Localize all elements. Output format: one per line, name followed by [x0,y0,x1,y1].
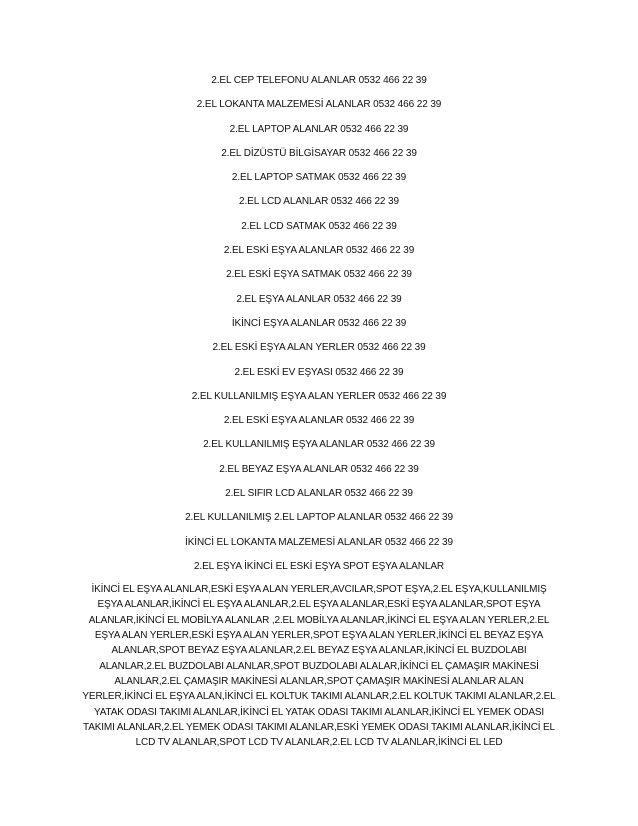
text-line: 2.EL ESKİ EŞYA ALANLAR 0532 466 22 39 [223,245,415,257]
text-line: 2.EL ESKİ EŞYA SATMAK 0532 466 22 39 [226,269,412,281]
text-line: 2.EL LAPTOP ALANLAR 0532 466 22 39 [229,123,409,135]
keyword-paragraph: İKİNCİ EL EŞYA ALANLAR,ESKİ EŞYA ALAN YERLER,AVCILAR,SPOT EŞYA,2.EL EŞYA,KULLANILMIŞ EŞYA ALANLAR,İKİNCİ EL EŞYA ALANLAR,2.EL EŞYA ALANLAR,ESKİ EŞYA ALANLAR,SPOT EŞYA ALANLAR,İKİNCİ EL MOBİLYA ALANLAR ,2.EL MOBİLYA ALANLAR,İKİNCİ EL EŞYA ALAN YERLER,2.EL EŞYA ALAN YERLER,ESKİ EŞYA ALAN YERLER,SPOT EŞYA ALAN YERLER,İKİNCİ EL BEYAZ EŞYA ALANLAR,SPOT BEYAZ EŞYA ALANLAR,2.EL BEYAZ EŞYA ALANLAR,İKİNCİ EL BUZDOLABI ALANLAR,2.EL BUZDOLABI ALANLAR,SPOT BUZDOLABI ALALAR,İKİNCİ EL ÇAMAŞIR MAKİNESİ ALANLAR,2.EL ÇAMAŞIR MAKİNESİ ALANLAR,SPOT ÇAMAŞIR MAKİNESİ ALANLAR ALAN YERLER,İKİNCİ EL EŞYA ALAN,İKİNCİ EL KOLTUK TAKIMI ALANLAR,2.EL KOLTUK TAKIMI ALANLAR,2.EL YATAK ODASI TAKIMI ALANLAR,İKİNCİ EL YATAK ODASI TAKIMI ALANLAR,İKİNCİ EL YEMEK ODASI TAKIMI ALANLAR,2.EL YEMEK ODASI TAKIMI ALANLAR,ESKİ YEMEK ODASI TAKIMI ALANLAR,İKİNCİ EL LCD TV ALANLAR,SPOT LCD TV ALANLAR,2.EL LCD TV ALANLAR,İKİNCİ EL LED [82,584,556,749]
text-line: 2.EL CEP TELEFONU ALANLAR 0532 466 22 39 [211,75,427,86]
text-line: 2.EL EŞYA İKİNCİ EL ESKİ EŞYA SPOT EŞYA ALANLAR [193,560,445,572]
text-line: 2.EL ESKİ EŞYA ALANLAR 0532 466 22 39 [223,415,415,427]
text-line: 2.EL ESKİ EŞYA ALAN YERLER 0532 466 22 39 [212,342,426,354]
text-line: 2.EL EŞYA ALANLAR 0532 466 22 39 [236,293,402,305]
heading-lines [0,73,638,583]
text-line: 2.EL KULLANILMIŞ EŞYA ALANLAR 0532 466 22 39 [203,439,435,451]
text-line: 2.EL KULLANILMIŞ 2.EL LAPTOP ALANLAR 0532 466 22 39 [185,512,453,524]
text-line: 2.EL SIFIR LCD ALANLAR 0532 466 22 39 [225,488,413,500]
text-line: 2.EL LCD ALANLAR 0532 466 22 39 [239,196,399,208]
text-line: İKİNCİ EL LOKANTA MALZEMESİ ALANLAR 0532 466 22 39 [185,536,453,548]
text-line: 2.EL DİZÜSTÜ BİLGİSAYAR 0532 466 22 39 [221,147,417,159]
text-line: 2.EL BEYAZ EŞYA ALANLAR 0532 466 22 39 [219,463,419,475]
text-line: 2.EL LOKANTA MALZEMESİ ALANLAR 0532 466 22 39 [196,99,442,111]
text-line: İKİNCİ EŞYA ALANLAR 0532 466 22 39 [231,317,407,329]
text-line: 2.EL LCD SATMAK 0532 466 22 39 [241,220,397,232]
text-line: 2.EL KULLANILMIŞ EŞYA ALAN YERLER 0532 466 22 39 [191,390,447,402]
text-line: 2.EL ESKİ EV EŞYASI 0532 466 22 39 [234,366,404,378]
text-line: 2.EL LAPTOP SATMAK 0532 466 22 39 [231,172,407,184]
